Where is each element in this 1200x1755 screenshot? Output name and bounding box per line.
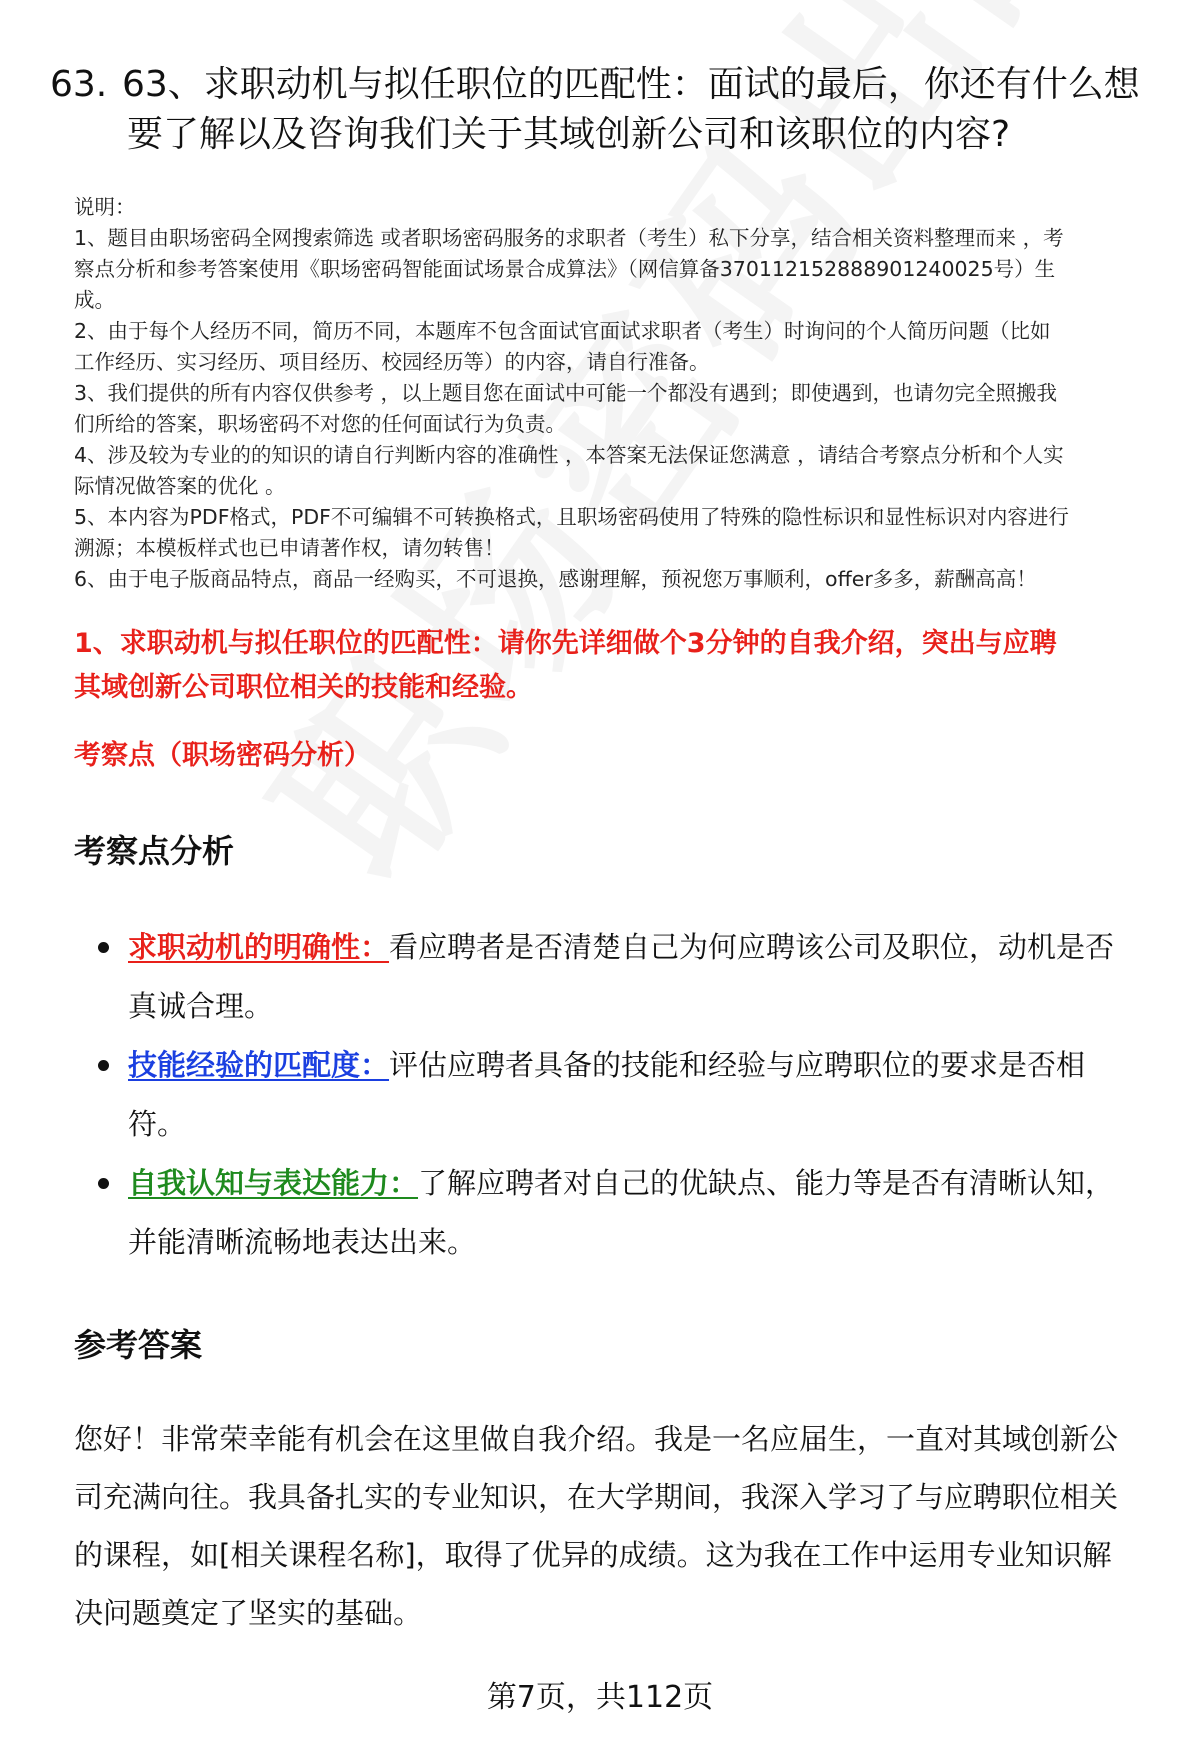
answer-line: 的课程，如[相关课程名称]，取得了优异的成绩。这为我在工作中运用专业知识解 [74, 1538, 1112, 1572]
bullet-text-continued: 真诚合理。 [128, 989, 274, 1023]
notes-line: 工作经历、实习经历、项目经历、校园经历等）的内容，请自行准备。 [74, 350, 710, 374]
notes-line: 溯源；本模板样式也已申请著作权，请勿转售！ [74, 536, 505, 560]
answer-line: 决问题奠定了坚实的基础。 [74, 1596, 423, 1630]
page-footer: 第7页，共112页 [486, 1680, 714, 1715]
notes-line: 1、题目由职场密码全网搜索筛选 或者职场密码服务的求职者（考生）私下分享，结合相关资料整理而来 ，考 [74, 226, 1064, 250]
answer-body [74, 1410, 1164, 1642]
notes-heading: 说明： [74, 195, 136, 219]
notes-section [74, 192, 1164, 595]
list-item [128, 918, 1158, 1036]
bullet-dot-icon [98, 1060, 109, 1071]
bullet-key: 自我认知与表达能力： [128, 1166, 419, 1200]
notes-line: 际情况做答案的优化 。 [74, 474, 286, 498]
bullet-dot-icon [98, 942, 109, 953]
question-line-1: 63、求职动机与拟任职位的匹配性：面试的最后，你还有什么想 [122, 64, 1140, 105]
notes-line: 们所给的答案，职场密码不对您的任何面试行为负责。 [74, 412, 566, 436]
notes-line: 6、由于电子版商品特点，商品一经购买，不可退换，感谢理解，预祝您万事顺利，offer多多，薪酬高高！ [74, 567, 1037, 591]
notes-line: 3、我们提供的所有内容仅供参考 ，以上题目您在面试中可能一个都没有遇到；即使遇到，也请勿完全照搬我 [74, 381, 1058, 405]
analysis-heading: 考察点分析 [74, 832, 235, 870]
sub-question-line-1: 1、求职动机与拟任职位的匹配性：请你先详细做个3分钟的自我介绍，突出与应聘 [74, 628, 1057, 659]
question-number: 63. [50, 64, 108, 105]
notes-line: 5、本内容为PDF格式，PDF不可编辑不可转换格式，且职场密码使用了特殊的隐性标识和显性标识对内容进行 [74, 505, 1069, 529]
answer-line: 您好！非常荣幸能有机会在这里做自我介绍。我是一名应届生，一直对其域创新公 [74, 1422, 1119, 1456]
bullet-key: 求职动机的明确性： [128, 930, 390, 964]
answer-line: 司充满向往。我具备扎实的专业知识，在大学期间，我深入学习了与应聘职位相关 [74, 1480, 1119, 1514]
bullet-key: 技能经验的匹配度： [128, 1048, 390, 1082]
analysis-list [128, 918, 1158, 1272]
bullet-text: 了解应聘者对自己的优缺点、能力等是否有清晰认知， [418, 1166, 1115, 1200]
list-item [128, 1036, 1158, 1154]
analysis-label: 考察点（职场密码分析） [74, 740, 371, 771]
notes-line: 成。 [74, 288, 115, 312]
question-line-2: 要了解以及咨询我们关于其域创新公司和该职位的内容? [127, 114, 1011, 155]
notes-line: 4、涉及较为专业的的知识的请自行判断内容的准确性 ，本答案无法保证您满意 ，请结合考察点分析和个人实 [74, 443, 1064, 467]
sub-question-line-2: 其域创新公司职位相关的技能和经验。 [74, 672, 533, 703]
question-title [50, 60, 1160, 160]
bullet-text-continued: 并能清晰流畅地表达出来。 [128, 1225, 477, 1259]
answer-heading: 参考答案 [74, 1326, 203, 1364]
bullet-dot-icon [98, 1178, 109, 1189]
list-item [128, 1154, 1158, 1272]
bullet-text: 看应聘者是否清楚自己为何应聘该公司及职位，动机是否 [389, 930, 1115, 964]
bullet-text-continued: 符。 [128, 1107, 187, 1141]
notes-line: 察点分析和参考答案使用《职场密码智能面试场景合成算法》（网信算备370112152888901240025号）生 [74, 257, 1056, 281]
sub-question [74, 622, 1164, 710]
notes-line: 2、由于每个人经历不同，简历不同，本题库不包含面试官面试求职者（考生）时询问的个人简历问题（比如 [74, 319, 1051, 343]
bullet-text: 评估应聘者具备的技能和经验与应聘职位的要求是否相 [389, 1048, 1086, 1082]
